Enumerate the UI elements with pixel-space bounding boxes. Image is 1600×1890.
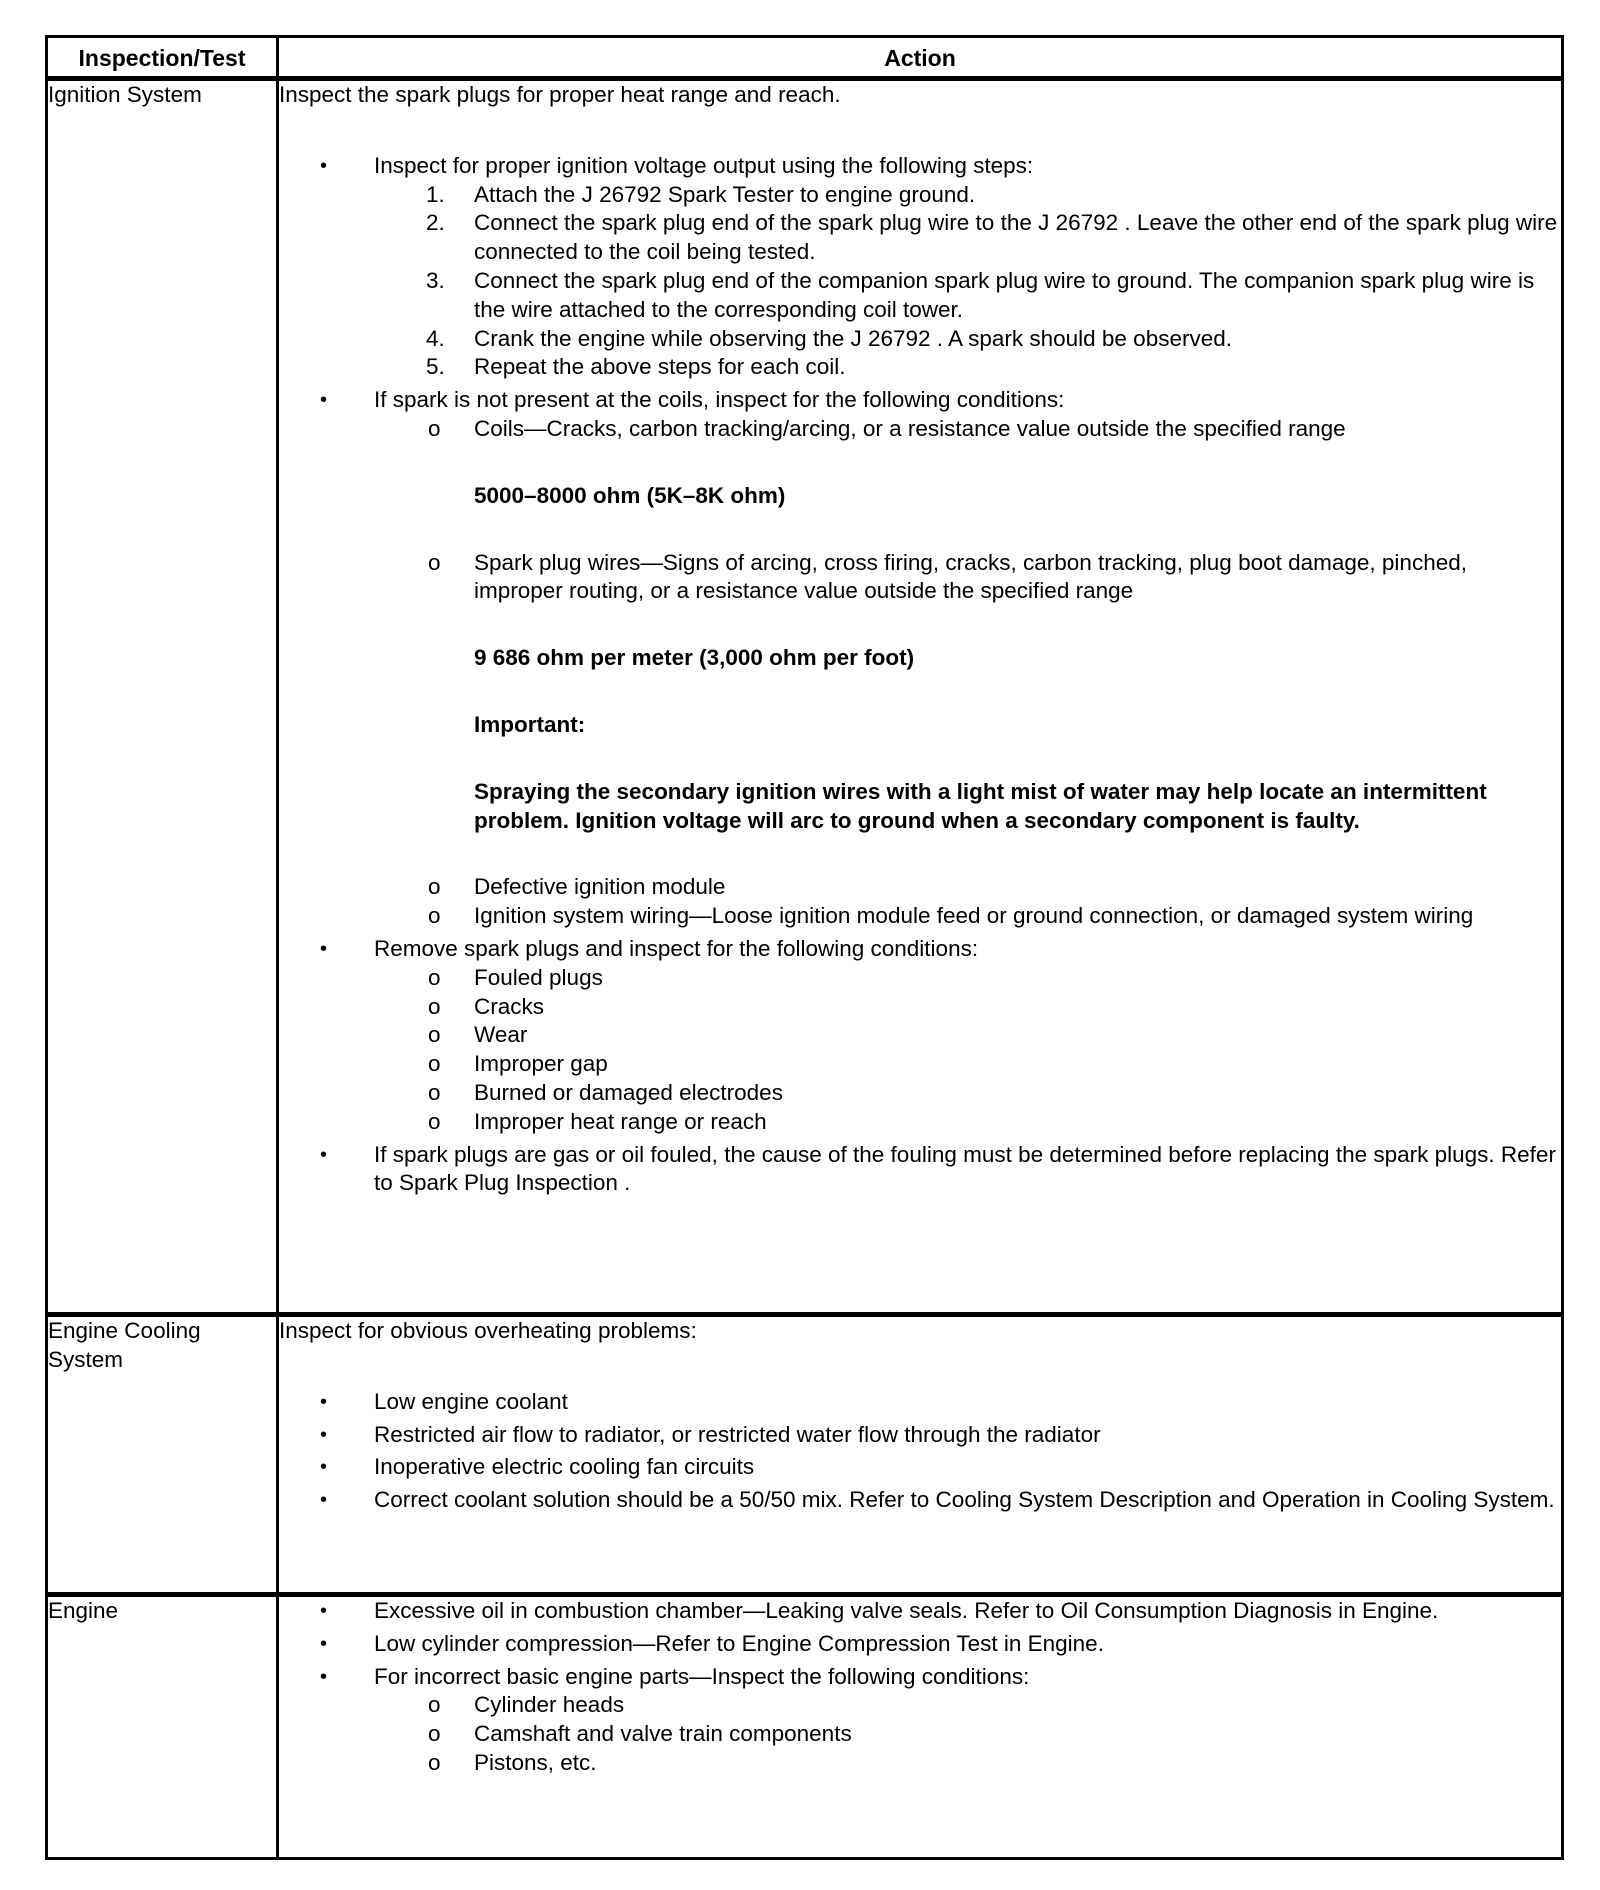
list-item: [428, 1079, 1561, 1108]
row-label-engine: Engine: [47, 1595, 278, 1859]
step-number: 3.: [426, 267, 445, 293]
bullet-icon: •: [320, 1489, 328, 1512]
list-item: [320, 1141, 1561, 1199]
step-text: Repeat the above steps for each coil.: [474, 354, 846, 380]
voltage-check-text: Inspect for proper ignition voltage output using the following steps:: [374, 152, 1034, 178]
engine-bullet-list: [279, 1597, 1561, 1778]
remove-plugs-text: Remove spark plugs and inspect for the following conditions:: [374, 935, 979, 961]
plug-condition: Burned or damaged electrodes: [474, 1079, 783, 1105]
step-text: Attach the J 26792 Spark Tester to engine ground.: [474, 181, 976, 207]
list-item: [428, 1108, 1561, 1137]
list-item: [428, 902, 1561, 931]
list-item: [428, 1050, 1561, 1079]
list-item: [426, 267, 1561, 325]
fouled-plugs-text: If spark plugs are gas or oil fouled, the cause of the fouling must be determined before replacing the spark plugs. Refer to Spark Plug Inspection .: [374, 1141, 1556, 1196]
plug-condition: Fouled plugs: [474, 964, 603, 990]
engine-parts-list: [374, 1691, 1561, 1777]
wires-resistance-spec: 9 686 ohm per meter (3,000 ohm per foot): [474, 645, 915, 671]
circle-bullet-icon: o: [428, 1721, 441, 1747]
table-row-engine-cooling-system: [47, 1315, 1563, 1595]
wires-condition: Spark plug wires—Signs of arcing, cross firing, cracks, carbon tracking, plug boot damage, pinched, improper routing, or a resistance value outside the specified range: [474, 549, 1467, 604]
circle-bullet-icon: o: [428, 903, 441, 929]
circle-bullet-icon: o: [428, 1051, 441, 1077]
bullet-icon: •: [320, 389, 328, 412]
row-label-ignition: Ignition System: [47, 79, 278, 1315]
list-item: [426, 353, 1561, 382]
table-row-ignition-system: [47, 79, 1563, 1315]
circle-bullet-icon: o: [428, 993, 441, 1019]
important-note: Spraying the secondary ignition wires with a light mist of water may help locate an intermittent problem. Ignition voltage will arc to ground when a secondary component is faulty.: [474, 778, 1487, 833]
list-item: [320, 1453, 1561, 1482]
list-item: [320, 1663, 1561, 1778]
list-item: [428, 964, 1561, 993]
bullet-icon: •: [320, 937, 328, 960]
engine-part: Camshaft and valve train components: [474, 1721, 852, 1747]
list-item: [426, 181, 1561, 210]
list-item: [428, 993, 1561, 1022]
plug-condition: Cracks: [474, 993, 545, 1019]
row-label-cooling: Engine Cooling System: [47, 1315, 278, 1595]
circle-bullet-icon: o: [428, 1692, 441, 1718]
cooling-item: Low engine coolant: [374, 1388, 568, 1414]
list-item: [320, 152, 1561, 382]
step-number: 4.: [426, 325, 445, 351]
circle-bullet-icon: o: [428, 549, 441, 575]
circle-bullet-icon: o: [428, 1079, 441, 1105]
table-row-engine: [47, 1595, 1563, 1859]
ignition-bullet-list: [279, 152, 1561, 1198]
step-text: Connect the spark plug end of the companion spark plug wire to ground. The companion spark plug wire is the wire attached to the corresponding coil tower.: [474, 267, 1535, 322]
step-text: Crank the engine while observing the J 26792 . A spark should be observed.: [474, 325, 1232, 351]
plug-condition: Improper gap: [474, 1051, 608, 1077]
list-item: [320, 1597, 1561, 1626]
action-cell-engine: [278, 1595, 1563, 1859]
bullet-icon: •: [320, 1390, 328, 1413]
list-item: [426, 209, 1561, 267]
plug-condition: Wear: [474, 1022, 528, 1048]
circle-bullet-icon: o: [428, 1108, 441, 1134]
bullet-icon: •: [320, 1665, 328, 1688]
step-number: 5.: [426, 354, 445, 380]
important-label: Important:: [474, 711, 586, 737]
list-item: [428, 1720, 1561, 1749]
engine-parts-text: For incorrect basic engine parts—Inspect the following conditions:: [374, 1663, 1030, 1689]
bullet-icon: •: [320, 1143, 328, 1166]
circle-bullet-icon: o: [428, 1749, 441, 1775]
bullet-icon: •: [320, 1423, 328, 1446]
column-header-action: Action: [278, 37, 1563, 79]
no-spark-text: If spark is not present at the coils, inspect for the following conditions:: [374, 387, 1065, 413]
voltage-steps-list: [374, 181, 1561, 383]
cooling-item: Inoperative electric cooling fan circuits: [374, 1454, 755, 1480]
list-item: [428, 415, 1561, 511]
circle-bullet-icon: o: [428, 964, 441, 990]
engine-part: Pistons, etc.: [474, 1749, 597, 1775]
coils-condition: Coils—Cracks, carbon tracking/arcing, or a resistance value outside the specified range: [474, 415, 1346, 441]
list-item: [428, 1749, 1561, 1778]
list-item: [428, 873, 1561, 902]
engine-item: Low cylinder compression—Refer to Engine Compression Test in Engine.: [374, 1630, 1104, 1656]
list-item: [320, 386, 1561, 931]
step-text: Connect the spark plug end of the spark plug wire to the J 26792 . Leave the other end of the spark plug wire connected to the coil being tested.: [474, 210, 1558, 265]
action-cell-ignition: [278, 79, 1563, 1315]
coils-resistance-spec: 5000–8000 ohm (5K–8K ohm): [474, 482, 786, 508]
ignition-intro: Inspect the spark plugs for proper heat range and reach.: [279, 82, 841, 107]
plug-conditions-list: [374, 964, 1561, 1137]
list-item: [320, 935, 1561, 1137]
bullet-icon: •: [320, 1632, 328, 1655]
no-spark-conditions-list: [374, 415, 1561, 931]
wiring-condition: Ignition system wiring—Loose ignition module feed or ground connection, or damaged system wiring: [474, 903, 1474, 929]
list-item: [320, 1486, 1561, 1515]
list-item: [428, 1691, 1561, 1720]
plug-condition: Improper heat range or reach: [474, 1108, 767, 1134]
step-number: 2.: [426, 210, 445, 236]
diagnostic-table: [45, 35, 1564, 1860]
cooling-item: Correct coolant solution should be a 50/50 mix. Refer to Cooling System Description and Operation in Cooling System.: [374, 1487, 1555, 1513]
action-cell-cooling: [278, 1315, 1563, 1595]
column-header-inspection: Inspection/Test: [47, 37, 278, 79]
bullet-icon: •: [320, 1456, 328, 1479]
circle-bullet-icon: o: [428, 1022, 441, 1048]
cooling-bullet-list: [279, 1388, 1561, 1515]
step-number: 1.: [426, 181, 445, 207]
cooling-intro: Inspect for obvious overheating problems:: [279, 1318, 697, 1343]
list-item: [428, 549, 1561, 836]
engine-item: Excessive oil in combustion chamber—Leaking valve seals. Refer to Oil Consumption Diagnosis in Engine.: [374, 1598, 1439, 1623]
engine-part: Cylinder heads: [474, 1692, 625, 1718]
list-item: [428, 1021, 1561, 1050]
list-item: [320, 1630, 1561, 1659]
cooling-item: Restricted air flow to radiator, or restricted water flow through the radiator: [374, 1421, 1101, 1447]
bullet-icon: •: [320, 154, 328, 177]
list-item: [426, 325, 1561, 354]
list-item: [320, 1388, 1561, 1417]
bullet-icon: •: [320, 1600, 328, 1622]
circle-bullet-icon: o: [428, 415, 441, 441]
list-item: [320, 1421, 1561, 1450]
table-header-row: [47, 37, 1563, 79]
circle-bullet-icon: o: [428, 874, 441, 900]
module-condition: Defective ignition module: [474, 874, 726, 900]
